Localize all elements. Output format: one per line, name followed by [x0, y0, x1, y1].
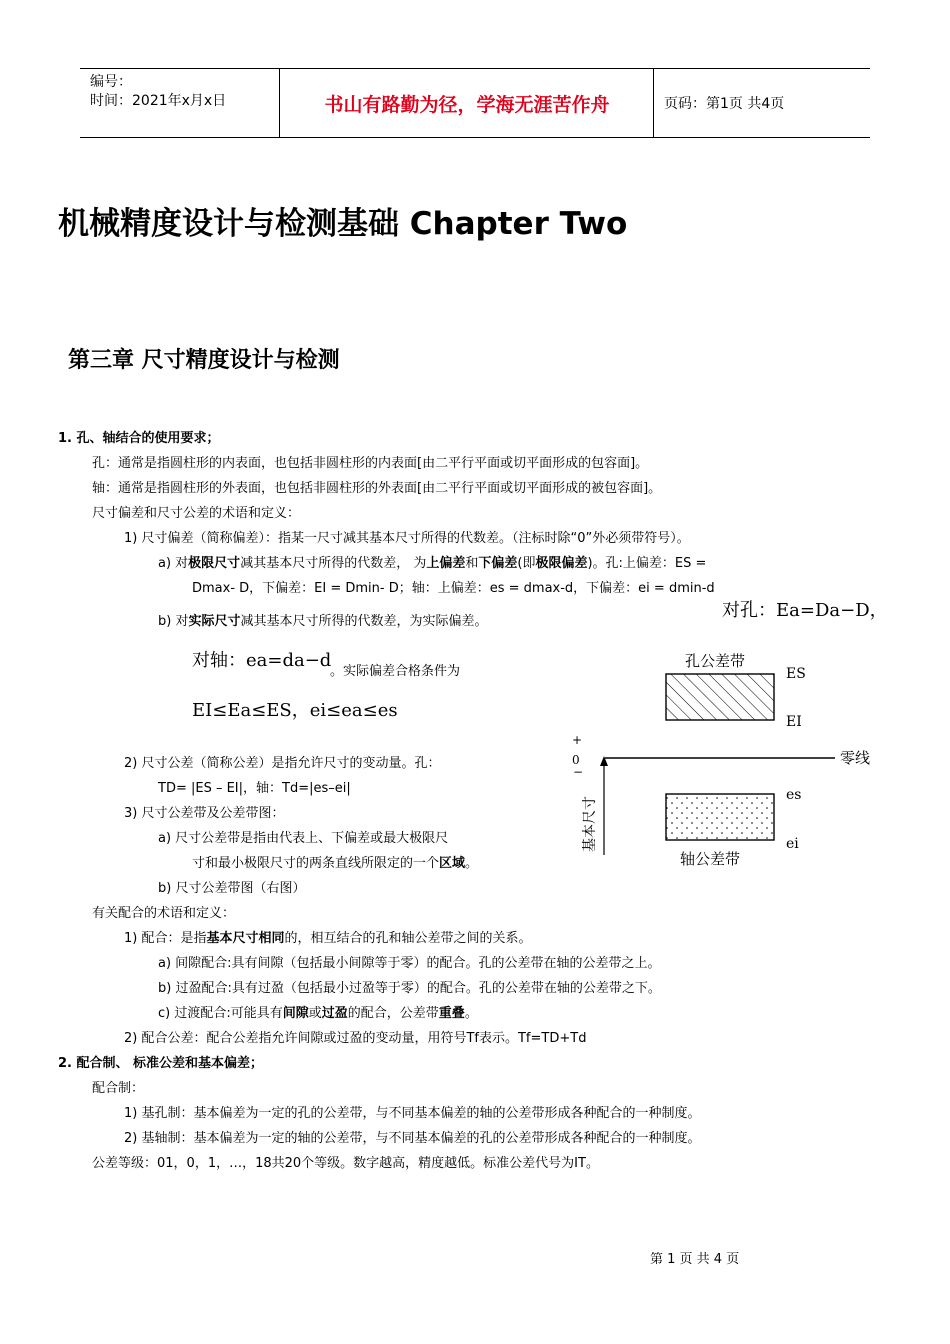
deviation-item: 1) 尺寸偏差（简称偏差）：指某一尺寸减其基本尺寸所得的代数差。（注标时除“0”外必须带符号）。 — [124, 531, 690, 546]
motto: 书山有路勤为径，学海无涯苦作舟 — [281, 69, 654, 137]
tolerance-formulas: TD= |ES – EI|，轴：Td=|es–ei| — [158, 781, 351, 796]
transition-fit-item: c) 过渡配合:可能具有间隙或过盈的配合，公差带重叠。 — [158, 1006, 478, 1021]
tolerance-zone-definition-cont: 寸和最小极限尺寸的两条直线所限定的一个区域。 — [192, 856, 479, 871]
chapter-title: 第三章 尺寸精度设计与检测 — [68, 348, 340, 373]
label-EI: EI — [786, 714, 802, 730]
zero-sign: 0 — [572, 753, 580, 767]
basic-size-label: 基本尺寸 — [582, 796, 598, 852]
page-header — [80, 68, 870, 138]
minus-sign: − — [573, 765, 584, 779]
page-footer: 第 1 页 共 4 页 — [650, 1252, 740, 1267]
section-2-heading: 2. 配合制、 标准公差和基本偏差； — [58, 1056, 264, 1071]
clearance-fit-item: a) 间隙配合:具有间隙（包括最小间隙等于零）的配合。孔的公差带在轴的公差带之上。 — [158, 956, 661, 971]
hole-definition: 孔：通常是指圆柱形的内表面，也包括非圆柱形的内表面[由二平行平面或切平面形成的包容面]。 — [92, 456, 649, 471]
doc-title: 机械精度设计与检测基础 Chapter Two — [58, 206, 628, 242]
limit-deviation-item: a) 对极限尺寸减其基本尺寸所得的代数差， 为上偏差和下偏差(即极限偏差)。孔:上偏差：ES = — [158, 556, 707, 571]
fit-system-heading: 配合制： — [92, 1081, 145, 1096]
qualified-formula: EI≤Ea≤ES，ei≤ea≤es — [192, 700, 398, 721]
limit-deviation-formulas: Dmax- D，下偏差：EI = Dmin- D；轴：上偏差：es = dmax-d，下偏差：ei = dmin-d — [192, 581, 715, 596]
shaft-tolerance-band — [666, 794, 774, 840]
fit-tolerance-item: 2) 配合公差：配合公差指允许间隙或过盈的变动量，用符号Tf表示。Tf=TD+Td — [124, 1031, 587, 1046]
fit-item: 1) 配合：是指基本尺寸相同的，相互结合的孔和轴公差带之间的关系。 — [124, 931, 532, 946]
interference-fit-item: b) 过盈配合:具有过盈（包括最小过盈等于零）的配合。孔的公差带在轴的公差带之下。 — [158, 981, 661, 996]
qualified-condition: 。实际偏差合格条件为 — [330, 664, 461, 679]
shaft-definition: 轴：通常是指圆柱形的外表面，也包括非圆柱形的外表面[由二平行平面或切平面形成的被包容面]。 — [92, 481, 662, 496]
label-es: es — [786, 787, 802, 803]
shaft-band-label: 轴公差带 — [680, 850, 741, 868]
tolerance-grades: 公差等级：01，0，1，…，18共20个等级。数字越高，精度越低。标准公差代号为IT。 — [92, 1156, 599, 1171]
tolerance-zone-diagram-note: b) 尺寸公差带图（右图） — [158, 881, 306, 896]
time-label: 时间：2021年x月x日 — [90, 93, 227, 109]
section-1-heading: 1. 孔、轴结合的使用要求； — [58, 431, 220, 446]
tolerance-zone-definition: a) 尺寸公差带是指由代表上、下偏差或最大极限尺 — [158, 831, 449, 846]
zero-line-label: 零线 — [840, 749, 871, 767]
tolerance-zone-item: 3) 尺寸公差带及公差带图： — [124, 806, 285, 821]
hole-actual-formula: 对孔：Ea=Da−D， — [722, 600, 888, 621]
tolerance-zone-diagram — [560, 640, 890, 880]
label-ES: ES — [786, 666, 806, 682]
fit-terms-heading: 有关配合的术语和定义： — [92, 906, 236, 921]
terms-heading: 尺寸偏差和尺寸公差的术语和定义： — [92, 506, 301, 521]
hole-basis-item: 1) 基孔制：基本偏差为一定的孔的公差带，与不同基本偏差的轴的公差带形成各种配合的一种制度。 — [124, 1106, 701, 1121]
plus-sign: + — [572, 733, 583, 747]
page-info: 页码：第1页 共4页 — [664, 96, 785, 112]
label-ei: ei — [786, 836, 799, 852]
number-label: 编号： — [90, 74, 132, 90]
header-info-cell — [80, 69, 280, 137]
shaft-actual-formula: 对轴：ea=da−d — [192, 650, 332, 671]
shaft-basis-item: 2) 基轴制：基本偏差为一定的轴的公差带，与不同基本偏差的孔的公差带形成各种配合的一种制度。 — [124, 1131, 701, 1146]
actual-deviation-item: b) 对实际尺寸减其基本尺寸所得的代数差，为实际偏差。 — [158, 614, 488, 629]
tolerance-item: 2) 尺寸公差（简称公差）是指允许尺寸的变动量。孔： — [124, 756, 441, 771]
hole-band-label: 孔公差带 — [685, 652, 746, 670]
hole-tolerance-band — [666, 674, 774, 720]
